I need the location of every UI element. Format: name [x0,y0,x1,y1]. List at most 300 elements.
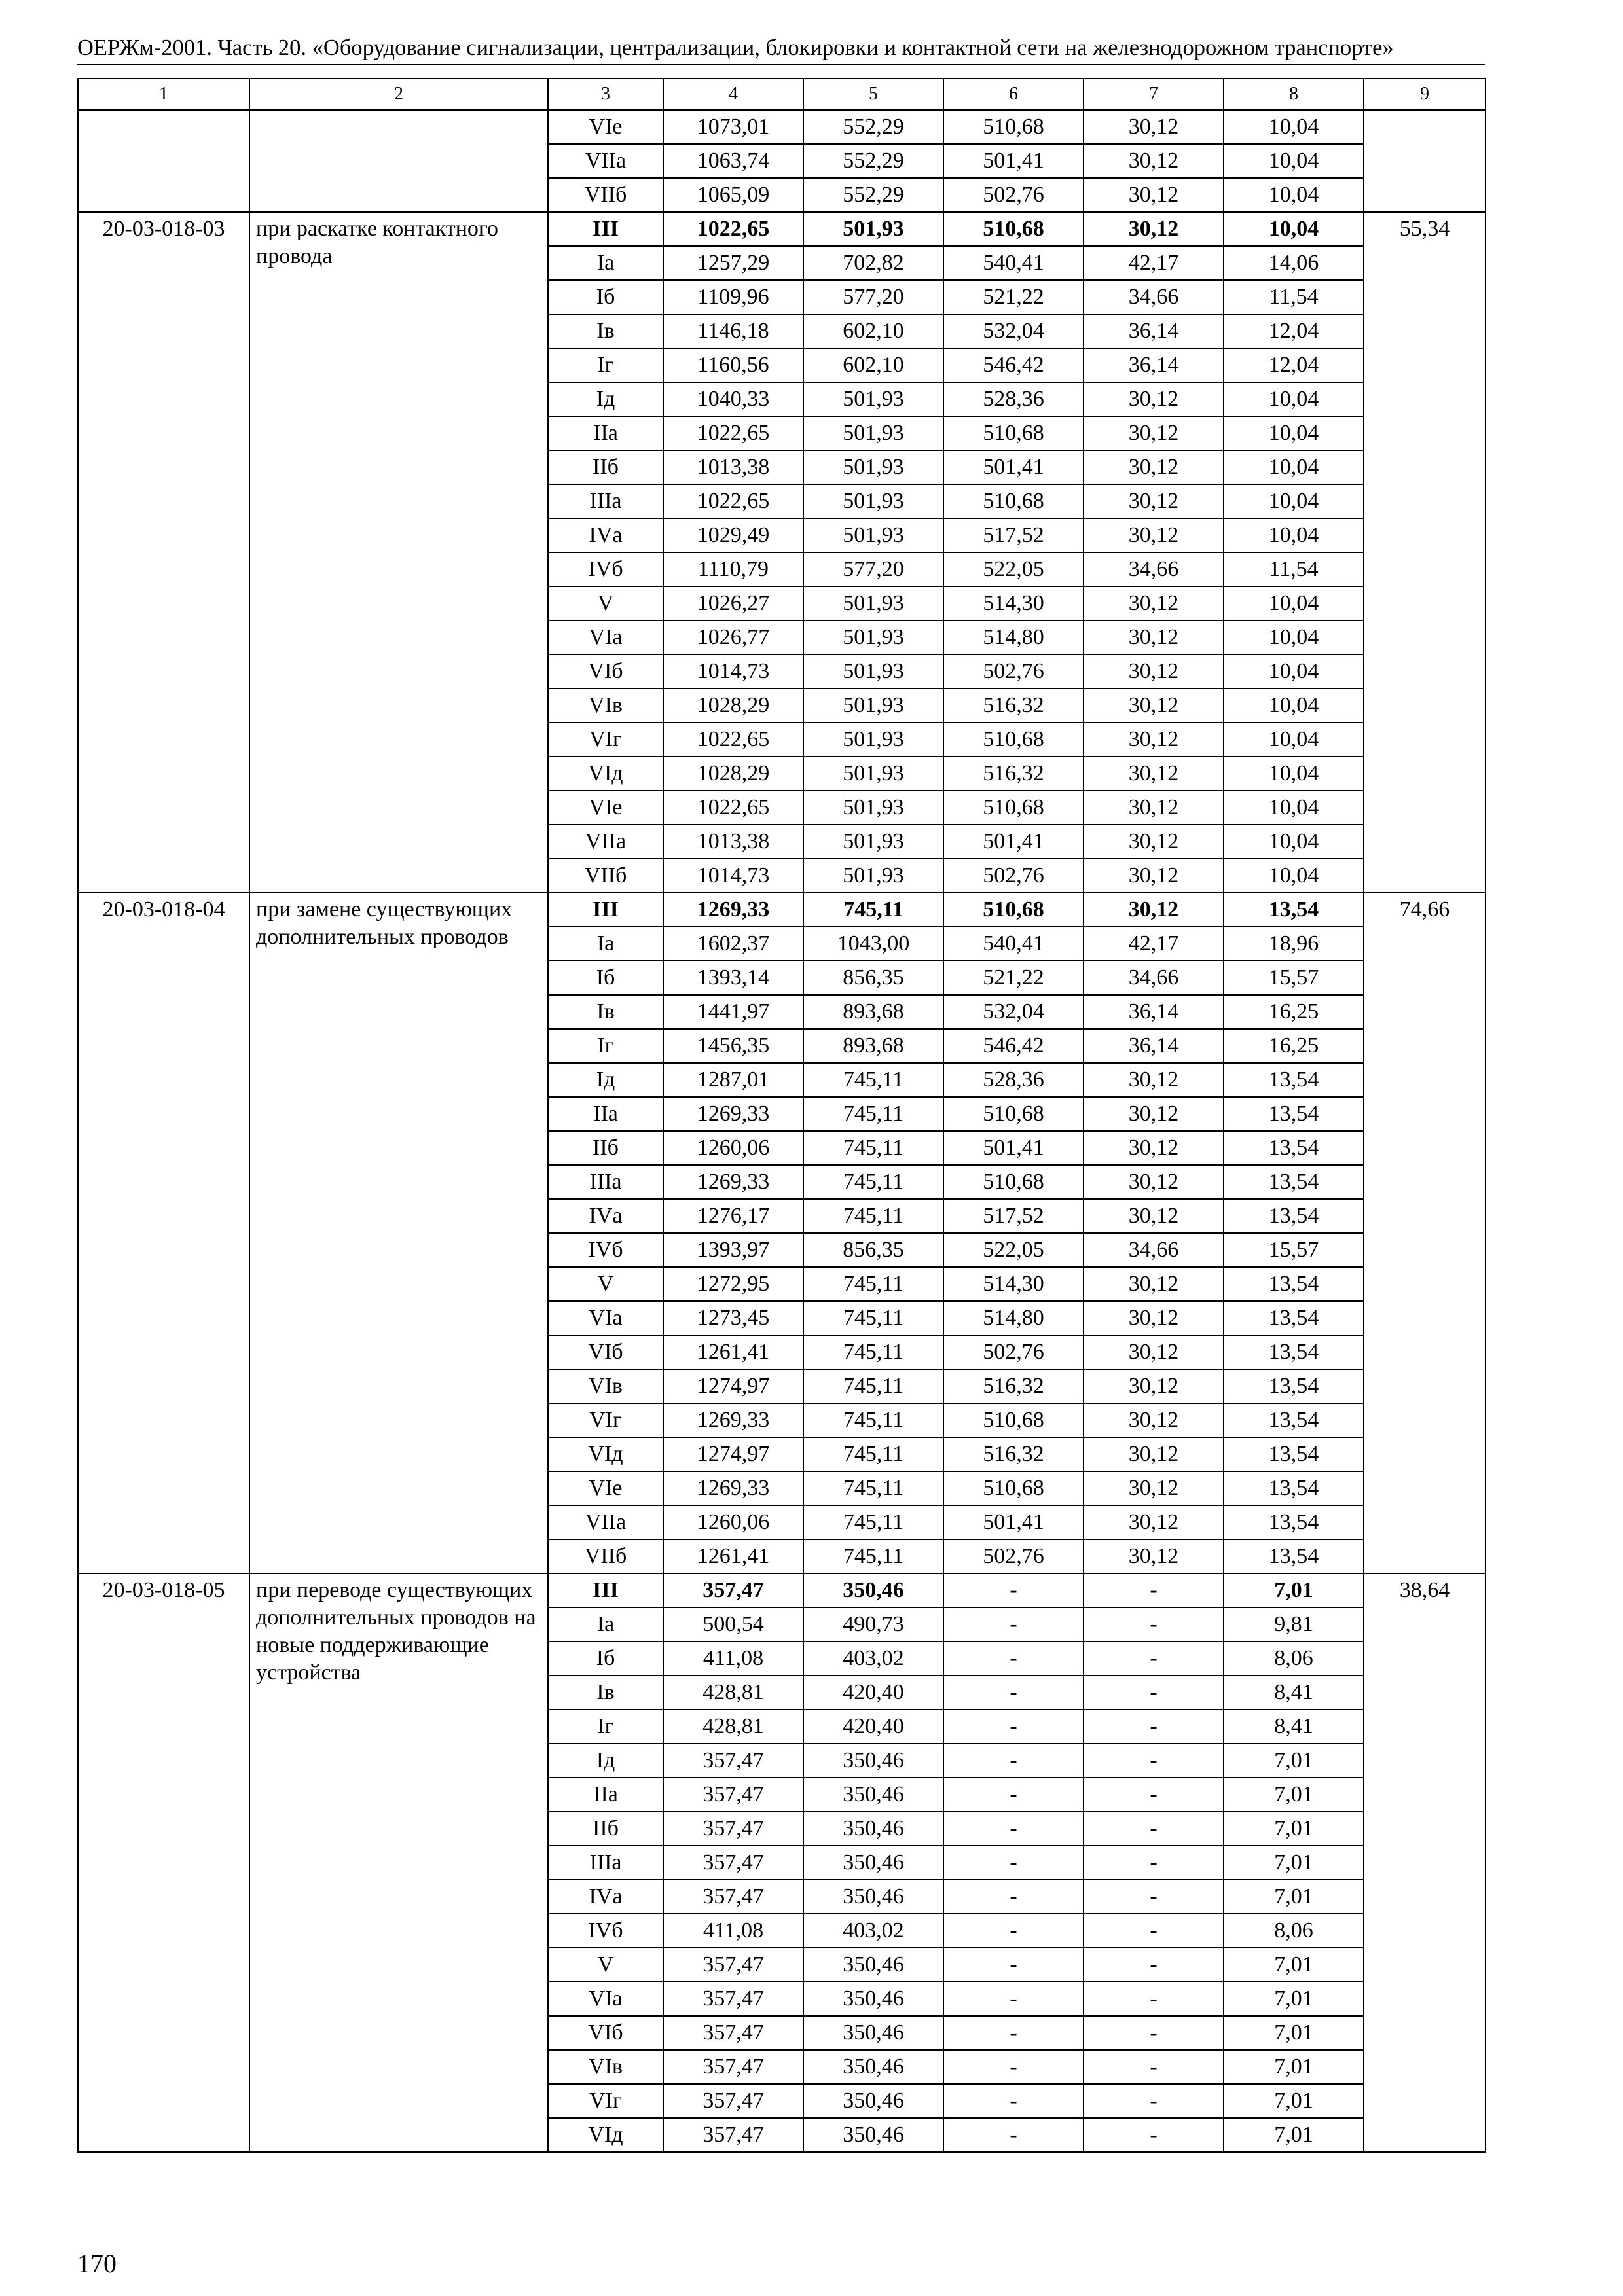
machines-cell: 501,41 [943,825,1084,859]
region-code-cell: III [548,893,663,927]
region-code-cell: Iг [548,348,663,382]
total-cost-cell: 1110,79 [663,552,803,586]
total-cost-cell: 357,47 [663,1812,803,1846]
machines-cell: - [943,1573,1084,1607]
wages-cell: 350,46 [803,2050,943,2084]
wages-cell: 501,93 [803,757,943,791]
materials-cell: 10,04 [1224,586,1364,620]
machinist-wages-cell: 30,12 [1084,723,1224,757]
materials-cell: 7,01 [1224,2118,1364,2152]
machines-cell: 510,68 [943,1471,1084,1505]
materials-cell: 13,54 [1224,1403,1364,1437]
materials-cell: 8,06 [1224,1914,1364,1948]
machinist-wages-cell: 30,12 [1084,655,1224,689]
materials-cell: 10,04 [1224,382,1364,416]
region-code-cell: IIIа [548,1165,663,1199]
wages-cell: 350,46 [803,2016,943,2050]
wages-cell: 501,93 [803,723,943,757]
machinist-wages-cell: 30,12 [1084,859,1224,893]
col-num-4: 4 [663,79,803,110]
materials-cell: 10,04 [1224,791,1364,825]
region-code-cell: VIв [548,2050,663,2084]
wages-cell: 350,46 [803,1846,943,1880]
work-description-cell: при замене существующих дополнительных проводов [249,893,548,1573]
region-code-cell: VIIа [548,1505,663,1539]
machinist-wages-cell: 30,12 [1084,450,1224,484]
wages-cell: 745,11 [803,1403,943,1437]
machinist-wages-cell: 42,17 [1084,927,1224,961]
region-code-cell: VIг [548,2084,663,2118]
machines-cell: 521,22 [943,280,1084,314]
machinist-wages-cell: 30,12 [1084,586,1224,620]
wages-cell: 552,29 [803,110,943,144]
materials-cell: 11,54 [1224,552,1364,586]
wages-cell: 501,93 [803,382,943,416]
materials-cell: 13,54 [1224,1063,1364,1097]
labor-cost-cell [1364,110,1486,212]
materials-cell: 7,01 [1224,1744,1364,1778]
total-cost-cell: 357,47 [663,1778,803,1812]
total-cost-cell: 411,08 [663,1641,803,1676]
total-cost-cell: 1026,27 [663,586,803,620]
wages-cell: 420,40 [803,1676,943,1710]
machinist-wages-cell: - [1084,1914,1224,1948]
machinist-wages-cell: 30,12 [1084,1505,1224,1539]
machinist-wages-cell: 30,12 [1084,110,1224,144]
norm-code-cell [78,110,249,212]
materials-cell: 7,01 [1224,1778,1364,1812]
machines-cell: 502,76 [943,859,1084,893]
machinist-wages-cell: - [1084,1778,1224,1812]
machines-cell: 516,32 [943,1437,1084,1471]
materials-cell: 10,04 [1224,723,1364,757]
machines-cell: - [943,1778,1084,1812]
wages-cell: 745,11 [803,1199,943,1233]
region-code-cell: IVб [548,552,663,586]
machines-cell: 546,42 [943,1029,1084,1063]
machines-cell: 510,68 [943,1165,1084,1199]
region-code-cell: VIв [548,1369,663,1403]
machines-cell: 532,04 [943,314,1084,348]
wages-cell: 501,93 [803,212,943,246]
total-cost-cell: 1013,38 [663,450,803,484]
materials-cell: 7,01 [1224,1573,1364,1607]
machines-cell: 532,04 [943,995,1084,1029]
region-code-cell: VIIб [548,1539,663,1573]
materials-cell: 7,01 [1224,1846,1364,1880]
machines-cell: - [943,2016,1084,2050]
region-code-cell: VIв [548,689,663,723]
wages-cell: 350,46 [803,1880,943,1914]
machines-cell: 521,22 [943,961,1084,995]
wages-cell: 350,46 [803,2118,943,2152]
col-num-1: 1 [78,79,249,110]
wages-cell: 552,29 [803,144,943,178]
machines-cell: 510,68 [943,723,1084,757]
machines-cell: - [943,1812,1084,1846]
total-cost-cell: 1260,06 [663,1131,803,1165]
machinist-wages-cell: 30,12 [1084,1437,1224,1471]
table-row [78,212,1486,246]
materials-cell: 13,54 [1224,1437,1364,1471]
wages-cell: 893,68 [803,995,943,1029]
wages-cell: 602,10 [803,348,943,382]
machines-cell: 516,32 [943,757,1084,791]
wages-cell: 745,11 [803,1369,943,1403]
region-code-cell: VIд [548,2118,663,2152]
materials-cell: 7,01 [1224,1880,1364,1914]
wages-cell: 501,93 [803,620,943,655]
machines-cell: 510,68 [943,212,1084,246]
total-cost-cell: 1273,45 [663,1301,803,1335]
total-cost-cell: 1022,65 [663,723,803,757]
region-code-cell: VIIб [548,178,663,212]
region-code-cell: Iа [548,927,663,961]
machines-cell: - [943,2118,1084,2152]
wages-cell: 501,93 [803,450,943,484]
materials-cell: 10,04 [1224,450,1364,484]
materials-cell: 10,04 [1224,144,1364,178]
wages-cell: 745,11 [803,1131,943,1165]
materials-cell: 10,04 [1224,178,1364,212]
machines-cell: - [943,1676,1084,1710]
total-cost-cell: 357,47 [663,1880,803,1914]
wages-cell: 350,46 [803,1778,943,1812]
work-description-cell [249,110,548,212]
machines-cell: - [943,1641,1084,1676]
wages-cell: 856,35 [803,961,943,995]
wages-cell: 745,11 [803,1301,943,1335]
machinist-wages-cell: - [1084,1812,1224,1846]
materials-cell: 12,04 [1224,314,1364,348]
table-row [78,110,1486,144]
machinist-wages-cell: - [1084,1982,1224,2016]
machines-cell: 514,80 [943,1301,1084,1335]
col-num-6: 6 [943,79,1084,110]
region-code-cell: IIа [548,1778,663,1812]
materials-cell: 13,54 [1224,1539,1364,1573]
machines-cell: - [943,1880,1084,1914]
machinist-wages-cell: - [1084,2050,1224,2084]
total-cost-cell: 1014,73 [663,655,803,689]
total-cost-cell: 1063,74 [663,144,803,178]
machinist-wages-cell: 30,12 [1084,518,1224,552]
materials-cell: 7,01 [1224,2050,1364,2084]
wages-cell: 350,46 [803,1812,943,1846]
machines-cell: 510,68 [943,893,1084,927]
materials-cell: 15,57 [1224,961,1364,995]
materials-cell: 13,54 [1224,1267,1364,1301]
total-cost-cell: 1274,97 [663,1369,803,1403]
region-code-cell: IIа [548,1097,663,1131]
wages-cell: 501,93 [803,416,943,450]
total-cost-cell: 1257,29 [663,246,803,280]
machines-cell: 540,41 [943,246,1084,280]
total-cost-cell: 1287,01 [663,1063,803,1097]
machinist-wages-cell: 30,12 [1084,382,1224,416]
materials-cell: 10,04 [1224,620,1364,655]
wages-cell: 602,10 [803,314,943,348]
machines-cell: 502,76 [943,1335,1084,1369]
total-cost-cell: 1260,06 [663,1505,803,1539]
machines-cell: 514,30 [943,586,1084,620]
machines-cell: 517,52 [943,518,1084,552]
wages-cell: 501,93 [803,791,943,825]
materials-cell: 10,04 [1224,518,1364,552]
materials-cell: 8,06 [1224,1641,1364,1676]
machinist-wages-cell: 30,12 [1084,757,1224,791]
wages-cell: 420,40 [803,1710,943,1744]
total-cost-cell: 1028,29 [663,689,803,723]
machines-cell: 522,05 [943,552,1084,586]
materials-cell: 10,04 [1224,416,1364,450]
total-cost-cell: 1269,33 [663,1471,803,1505]
machinist-wages-cell: 30,12 [1084,1063,1224,1097]
norm-code-cell: 20-03-018-04 [78,893,249,1573]
materials-cell: 13,54 [1224,1505,1364,1539]
machines-cell: 510,68 [943,1403,1084,1437]
total-cost-cell: 1014,73 [663,859,803,893]
total-cost-cell: 1013,38 [663,825,803,859]
wages-cell: 350,46 [803,1948,943,1982]
page-header: ОЕРЖм-2001. Часть 20. «Оборудование сигнализации, централизации, блокировки и контактной сети на железнодорожном транспорте» [77,34,1485,65]
materials-cell: 10,04 [1224,212,1364,246]
machinist-wages-cell: 30,12 [1084,1097,1224,1131]
machinist-wages-cell: 42,17 [1084,246,1224,280]
wages-cell: 350,46 [803,2084,943,2118]
machinist-wages-cell: 36,14 [1084,1029,1224,1063]
total-cost-cell: 1146,18 [663,314,803,348]
machines-cell: 514,80 [943,620,1084,655]
materials-cell: 16,25 [1224,1029,1364,1063]
machinist-wages-cell: 30,12 [1084,791,1224,825]
machinist-wages-cell: 30,12 [1084,825,1224,859]
machinist-wages-cell: 36,14 [1084,314,1224,348]
region-code-cell: Iв [548,1676,663,1710]
work-description-cell: при переводе существующих дополнительных проводов на новые поддерживающие устройства [249,1573,548,2152]
machinist-wages-cell: 34,66 [1084,961,1224,995]
materials-cell: 13,54 [1224,1335,1364,1369]
machines-cell: 540,41 [943,927,1084,961]
total-cost-cell: 1109,96 [663,280,803,314]
wages-cell: 501,93 [803,518,943,552]
col-num-3: 3 [548,79,663,110]
region-code-cell: V [548,586,663,620]
machinist-wages-cell: 30,12 [1084,144,1224,178]
region-code-cell: Iг [548,1029,663,1063]
wages-cell: 745,11 [803,1505,943,1539]
total-cost-cell: 1269,33 [663,1403,803,1437]
total-cost-cell: 428,81 [663,1710,803,1744]
machinist-wages-cell: - [1084,1676,1224,1710]
materials-cell: 11,54 [1224,280,1364,314]
region-code-cell: IIб [548,450,663,484]
machinist-wages-cell: - [1084,1948,1224,1982]
machines-cell: - [943,1710,1084,1744]
region-code-cell: VIIб [548,859,663,893]
machinist-wages-cell: 30,12 [1084,1165,1224,1199]
total-cost-cell: 1261,41 [663,1539,803,1573]
region-code-cell: Iа [548,1607,663,1641]
machinist-wages-cell: 30,12 [1084,1403,1224,1437]
col-num-7: 7 [1084,79,1224,110]
region-code-cell: VIб [548,1335,663,1369]
materials-cell: 10,04 [1224,859,1364,893]
region-code-cell: VIг [548,1403,663,1437]
machinist-wages-cell: 36,14 [1084,348,1224,382]
total-cost-cell: 1028,29 [663,757,803,791]
col-num-2: 2 [249,79,548,110]
machinist-wages-cell: 30,12 [1084,1267,1224,1301]
machinist-wages-cell: - [1084,1607,1224,1641]
region-code-cell: IVа [548,1199,663,1233]
materials-cell: 8,41 [1224,1710,1364,1744]
labor-cost-cell: 74,66 [1364,893,1486,1573]
labor-cost-cell: 55,34 [1364,212,1486,893]
wages-cell: 1043,00 [803,927,943,961]
total-cost-cell: 1274,97 [663,1437,803,1471]
materials-cell: 7,01 [1224,2084,1364,2118]
total-cost-cell: 1022,65 [663,484,803,518]
region-code-cell: VIа [548,620,663,655]
region-code-cell: V [548,1267,663,1301]
machinist-wages-cell: 30,12 [1084,484,1224,518]
materials-cell: 13,54 [1224,1165,1364,1199]
materials-cell: 18,96 [1224,927,1364,961]
wages-cell: 501,93 [803,655,943,689]
total-cost-cell: 1073,01 [663,110,803,144]
wages-cell: 501,93 [803,859,943,893]
machinist-wages-cell: - [1084,2084,1224,2118]
machinist-wages-cell: 30,12 [1084,620,1224,655]
region-code-cell: IIб [548,1812,663,1846]
machines-cell: 501,41 [943,1131,1084,1165]
total-cost-cell: 1040,33 [663,382,803,416]
machines-cell: 522,05 [943,1233,1084,1267]
norm-code-cell: 20-03-018-05 [78,1573,249,2152]
region-code-cell: VIд [548,757,663,791]
table-body [78,79,1486,2152]
wages-cell: 350,46 [803,1982,943,2016]
materials-cell: 10,04 [1224,110,1364,144]
total-cost-cell: 428,81 [663,1676,803,1710]
total-cost-cell: 357,47 [663,1573,803,1607]
wages-cell: 577,20 [803,280,943,314]
materials-cell: 13,54 [1224,893,1364,927]
machines-cell: 510,68 [943,791,1084,825]
total-cost-cell: 357,47 [663,1846,803,1880]
machinist-wages-cell: 30,12 [1084,1539,1224,1573]
region-code-cell: Iб [548,1641,663,1676]
total-cost-cell: 1261,41 [663,1335,803,1369]
machines-cell: 501,41 [943,144,1084,178]
total-cost-cell: 1272,95 [663,1267,803,1301]
col-num-5: 5 [803,79,943,110]
materials-cell: 10,04 [1224,757,1364,791]
machinist-wages-cell: - [1084,1710,1224,1744]
region-code-cell: IVа [548,1880,663,1914]
wages-cell: 745,11 [803,1335,943,1369]
wages-cell: 745,11 [803,1437,943,1471]
wages-cell: 350,46 [803,1573,943,1607]
machines-cell: - [943,1744,1084,1778]
machines-cell: 501,41 [943,450,1084,484]
region-code-cell: IIб [548,1131,663,1165]
region-code-cell: V [548,1948,663,1982]
machines-cell: - [943,2050,1084,2084]
wages-cell: 577,20 [803,552,943,586]
machines-cell: 502,76 [943,655,1084,689]
machines-cell: 502,76 [943,178,1084,212]
region-code-cell: VIг [548,723,663,757]
machinist-wages-cell: 30,12 [1084,689,1224,723]
wages-cell: 745,11 [803,1471,943,1505]
region-code-cell: III [548,212,663,246]
total-cost-cell: 357,47 [663,2050,803,2084]
region-code-cell: IVа [548,518,663,552]
wages-cell: 552,29 [803,178,943,212]
materials-cell: 8,41 [1224,1676,1364,1710]
machinist-wages-cell: 30,12 [1084,1199,1224,1233]
region-code-cell: VIа [548,1301,663,1335]
machines-cell: 502,76 [943,1539,1084,1573]
wages-cell: 745,11 [803,1165,943,1199]
region-code-cell: VIб [548,655,663,689]
total-cost-cell: 411,08 [663,1914,803,1948]
machinist-wages-cell: 34,66 [1084,280,1224,314]
materials-cell: 16,25 [1224,995,1364,1029]
total-cost-cell: 1022,65 [663,212,803,246]
total-cost-cell: 1160,56 [663,348,803,382]
materials-cell: 10,04 [1224,689,1364,723]
total-cost-cell: 1393,97 [663,1233,803,1267]
machinist-wages-cell: - [1084,2118,1224,2152]
wages-cell: 501,93 [803,825,943,859]
machines-cell: - [943,1948,1084,1982]
total-cost-cell: 1276,17 [663,1199,803,1233]
machines-cell: 516,32 [943,1369,1084,1403]
region-code-cell: VIе [548,1471,663,1505]
region-code-cell: Iв [548,995,663,1029]
wages-cell: 490,73 [803,1607,943,1641]
region-code-cell: VIа [548,1982,663,2016]
region-code-cell: VIе [548,110,663,144]
wages-cell: 501,93 [803,689,943,723]
wages-cell: 501,93 [803,586,943,620]
machines-cell: 528,36 [943,1063,1084,1097]
machinist-wages-cell: 30,12 [1084,416,1224,450]
materials-cell: 13,54 [1224,1369,1364,1403]
region-code-cell: Iд [548,1744,663,1778]
total-cost-cell: 1269,33 [663,1165,803,1199]
total-cost-cell: 357,47 [663,2118,803,2152]
region-code-cell: Iв [548,314,663,348]
materials-cell: 10,04 [1224,825,1364,859]
materials-cell: 15,57 [1224,1233,1364,1267]
total-cost-cell: 1441,97 [663,995,803,1029]
total-cost-cell: 1269,33 [663,893,803,927]
norm-code-cell: 20-03-018-03 [78,212,249,893]
region-code-cell: Iг [548,1710,663,1744]
region-code-cell: VIе [548,791,663,825]
wages-cell: 403,02 [803,1641,943,1676]
wages-cell: 745,11 [803,1539,943,1573]
materials-cell: 13,54 [1224,1301,1364,1335]
materials-cell: 7,01 [1224,1812,1364,1846]
materials-cell: 9,81 [1224,1607,1364,1641]
machinist-wages-cell: 36,14 [1084,995,1224,1029]
materials-cell: 7,01 [1224,2016,1364,2050]
